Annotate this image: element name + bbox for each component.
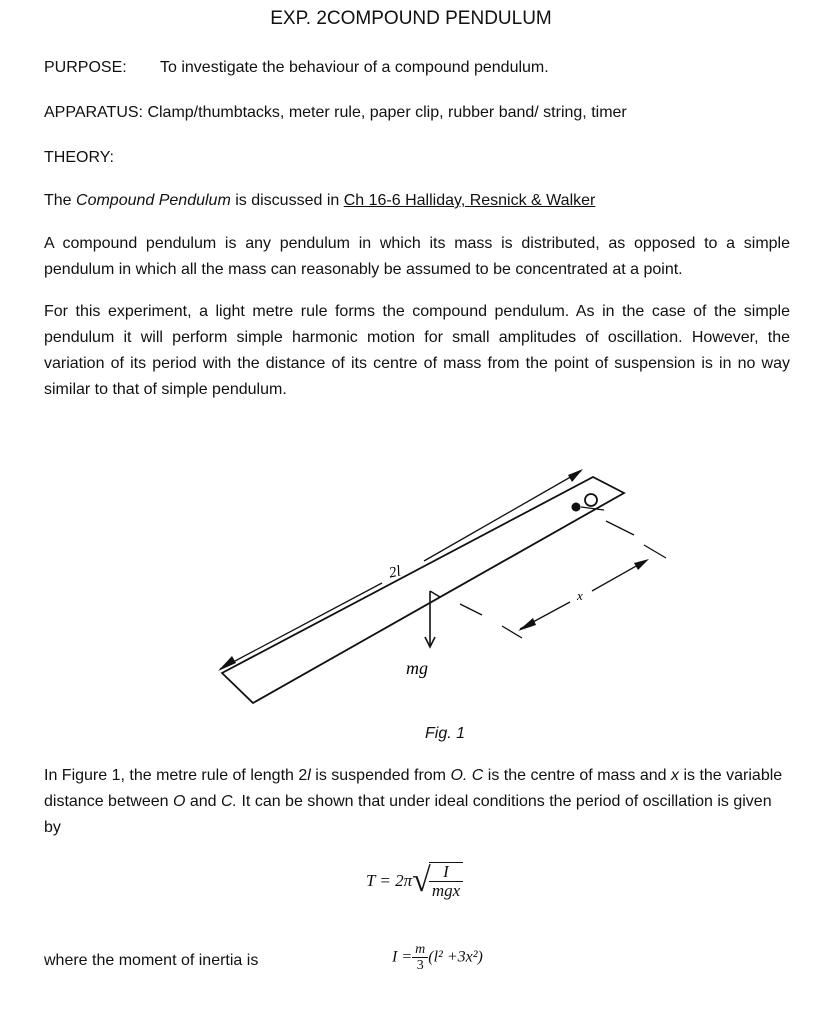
ref-source-link[interactable]: Ch 16-6 Halliday, Resnick & Walker <box>343 192 596 209</box>
ref-middle: is discussed in <box>230 192 344 209</box>
paragraph-figure-description <box>44 763 790 841</box>
var-x: x <box>671 767 680 784</box>
period-equation <box>366 862 463 900</box>
var-O2: O <box>172 793 186 810</box>
distance-arrow-right <box>634 559 649 570</box>
apparatus-label: APPARATUS: <box>44 104 143 121</box>
purpose-label: PURPOSE: <box>44 59 127 76</box>
moment-label: where the moment of inertia is <box>44 952 259 969</box>
theory-reference <box>44 192 595 210</box>
pivot-ring <box>585 494 597 506</box>
var-C2: C. <box>221 793 238 810</box>
apparatus-text: Clamp/thumbtacks, meter rule, paper clip, rubber band/ string, timer <box>147 104 627 121</box>
p3-s7: It can be shown that under ideal conditions the period of oscillation is given by <box>44 793 772 836</box>
purpose-text: To investigate the behaviour of a compound pendulum. <box>160 59 549 76</box>
theory-label: THEORY: <box>44 149 114 166</box>
pivot-pin <box>572 503 581 512</box>
p3-s5: is the variable distance between <box>44 767 783 810</box>
label-distance: x <box>577 588 583 603</box>
eq1-num: I <box>429 863 463 882</box>
eq2-fraction <box>412 942 428 973</box>
theory-paragraph-1: A compound pendulum is any pendulum in which its mass is distributed, as opposed to a simple pendulum in which all the mass can reasonably be assumed to be concentrated at a point. <box>44 235 790 278</box>
p3-s6: and <box>185 793 222 810</box>
p3-s1: In Figure 1, the metre rule of length 2 <box>44 767 308 784</box>
var-l: l <box>307 767 311 784</box>
eq2-den: 3 <box>416 958 424 973</box>
length-arrow-right <box>568 469 583 482</box>
eq2-rhs: (l² +3x²) <box>428 948 483 966</box>
p3-s2: is suspended from <box>310 767 451 784</box>
figure-compound-pendulum <box>200 455 680 715</box>
var-C: C <box>471 767 484 784</box>
distance-arrow-left <box>518 618 536 631</box>
ref-term: Compound Pendulum <box>76 192 231 209</box>
figure-caption: Fig. 1 <box>425 725 466 742</box>
inertia-equation <box>392 942 483 973</box>
eq2-lhs: I = <box>392 948 413 966</box>
ref-prefix: The <box>44 192 77 209</box>
apparatus-line <box>44 104 627 122</box>
label-weight: mg <box>406 658 428 678</box>
eq1-den: mgx <box>431 881 461 900</box>
eq1-fraction <box>429 862 463 900</box>
var-O: O. <box>450 767 468 784</box>
sqrt-sign: √ <box>412 862 431 899</box>
label-length: 2l <box>387 563 403 582</box>
p3-s4: is the centre of mass and <box>483 767 672 784</box>
eq1-lhs: T = 2π <box>366 871 413 890</box>
theory-paragraph-2: For this experiment, a light metre rule forms the compound pendulum. As in the case of the simple pendulum it will perform simple harmonic motion for small amplitudes of oscillation. However, the variation of its period with the distance of its centre of mass from the point of suspension is in no way similar to that of simple pendulum. <box>44 303 790 398</box>
eq2-num: m <box>412 942 428 958</box>
page-title: EXP. 2COMPOUND PENDULUM <box>270 8 552 29</box>
